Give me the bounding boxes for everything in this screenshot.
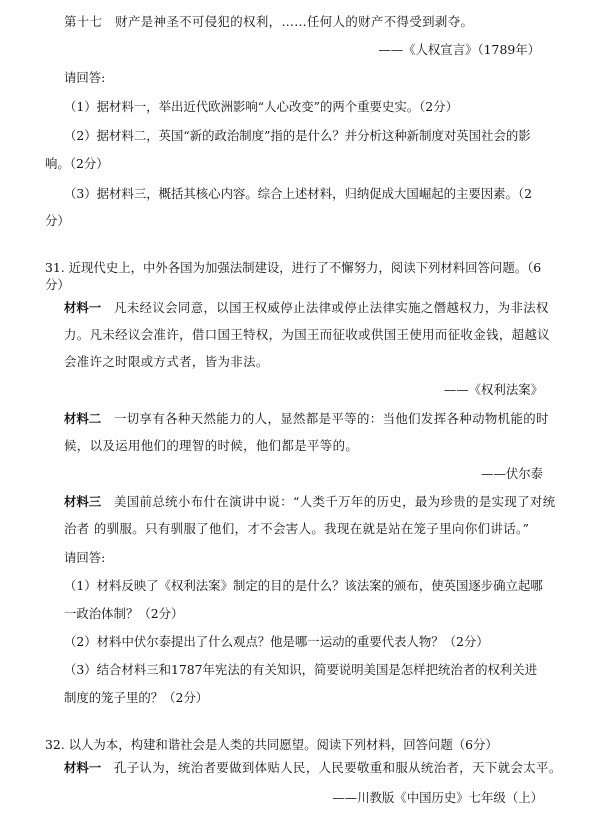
q31-material1-line1 <box>64 300 549 316</box>
q32-intro: 32. 以人为本，构建和谐社会是人类的共同愿望。阅读下列材料，回答问题（6分） <box>45 737 498 752</box>
source-textbook: ——川教版《中国历史》七年级（上） <box>332 790 543 805</box>
source-voltaire: ——伏尔泰 <box>481 466 543 481</box>
q30-sub3-line2: 分） <box>45 213 70 228</box>
q31-sub2: （2）材料中伏尔泰提出了什么观点？他是哪一运动的重要代表人物？（2分） <box>64 634 489 649</box>
q31-material3-line2: 治者 的驯服。只有驯服了他们，才不会害人。我现在就是站在笼子里向你们讲话。” <box>64 521 530 536</box>
q31-material3-line1 <box>64 494 556 510</box>
material-text: 一切享有各种天然能力的人，显然都是平等的：当他们发挥各种动物机能的时 <box>101 411 549 426</box>
q31-material2-line2: 候，以及运用他们的理智的时候，他们都是平等的。 <box>64 438 359 453</box>
q32-material1-line1 <box>64 760 562 776</box>
q31-intro-line1: 31. 近现代史上，中外各国为加强法制建设，进行了不懈努力，阅读下列材料回答问题。（6 <box>45 260 542 275</box>
q31-intro-line2: 分） <box>45 277 70 292</box>
q31-sub1-line1: （1）材料反映了《权利法案》制定的目的是什么？该法案的颁布，使英国逐步确立起哪 <box>64 578 543 593</box>
q31-sub1-line2: 一政治体制？（2分） <box>64 606 184 621</box>
material-label: 材料二 <box>64 411 102 426</box>
q31-material1-line3: 会准许之时限或方式者，皆为非法。 <box>64 354 269 369</box>
q31-prompt: 请回答: <box>64 550 106 565</box>
material-text: 孔子认为，统治者要做到体贴人民，人民要敬重和服从统治者，天下就会太平。 <box>101 760 562 775</box>
q30-prompt: 请回答: <box>64 70 106 85</box>
q31-material1-line2: 力。凡未经议会准许，借口国王特权，为国王而征收或供国王使用而征收金钱，超越议 <box>64 327 551 342</box>
material-text: 美国前总统小布什在演讲中说：“人类千万年的历史，最为珍贵的是实现了对统 <box>101 494 556 509</box>
material-text: 凡未经议会同意，以国王权威停止法律或停止法律实施之僭越权力，为非法权 <box>101 300 549 315</box>
material-label: 材料三 <box>64 494 102 509</box>
article-17-text: 第十七 财产是神圣不可侵犯的权利，……任何人的财产不得受到剥夺。 <box>64 14 474 29</box>
q30-sub2-line2: 响。（2分） <box>45 156 109 171</box>
source-declaration: ——《人权宣言》（1789年） <box>378 42 540 57</box>
q30-sub2-line1: （2）据材料二，英国“新的政治制度”指的是什么？并分析这种新制度对英国社会的影 <box>64 128 531 143</box>
source-bill-of-rights: ——《权利法案》 <box>443 382 543 397</box>
q31-material2-line1 <box>64 411 549 427</box>
q30-sub1: （1）据材料一，举出近代欧洲影响“人心改变”的两个重要史实。（2分） <box>64 99 458 114</box>
q31-sub3-line2: 制度的笼子里的？（2分） <box>64 690 209 705</box>
q30-sub3-line1: （3）据材料三，概括其核心内容。综合上述材料，归纳促成大国崛起的主要因素。（2 <box>64 186 533 201</box>
q31-sub3-line1: （3）结合材料三和1787年宪法的有关知识，简要说明美国是怎样把统治者的权利关进 <box>64 662 538 677</box>
material-label: 材料一 <box>64 300 102 315</box>
material-label: 材料一 <box>64 760 102 775</box>
